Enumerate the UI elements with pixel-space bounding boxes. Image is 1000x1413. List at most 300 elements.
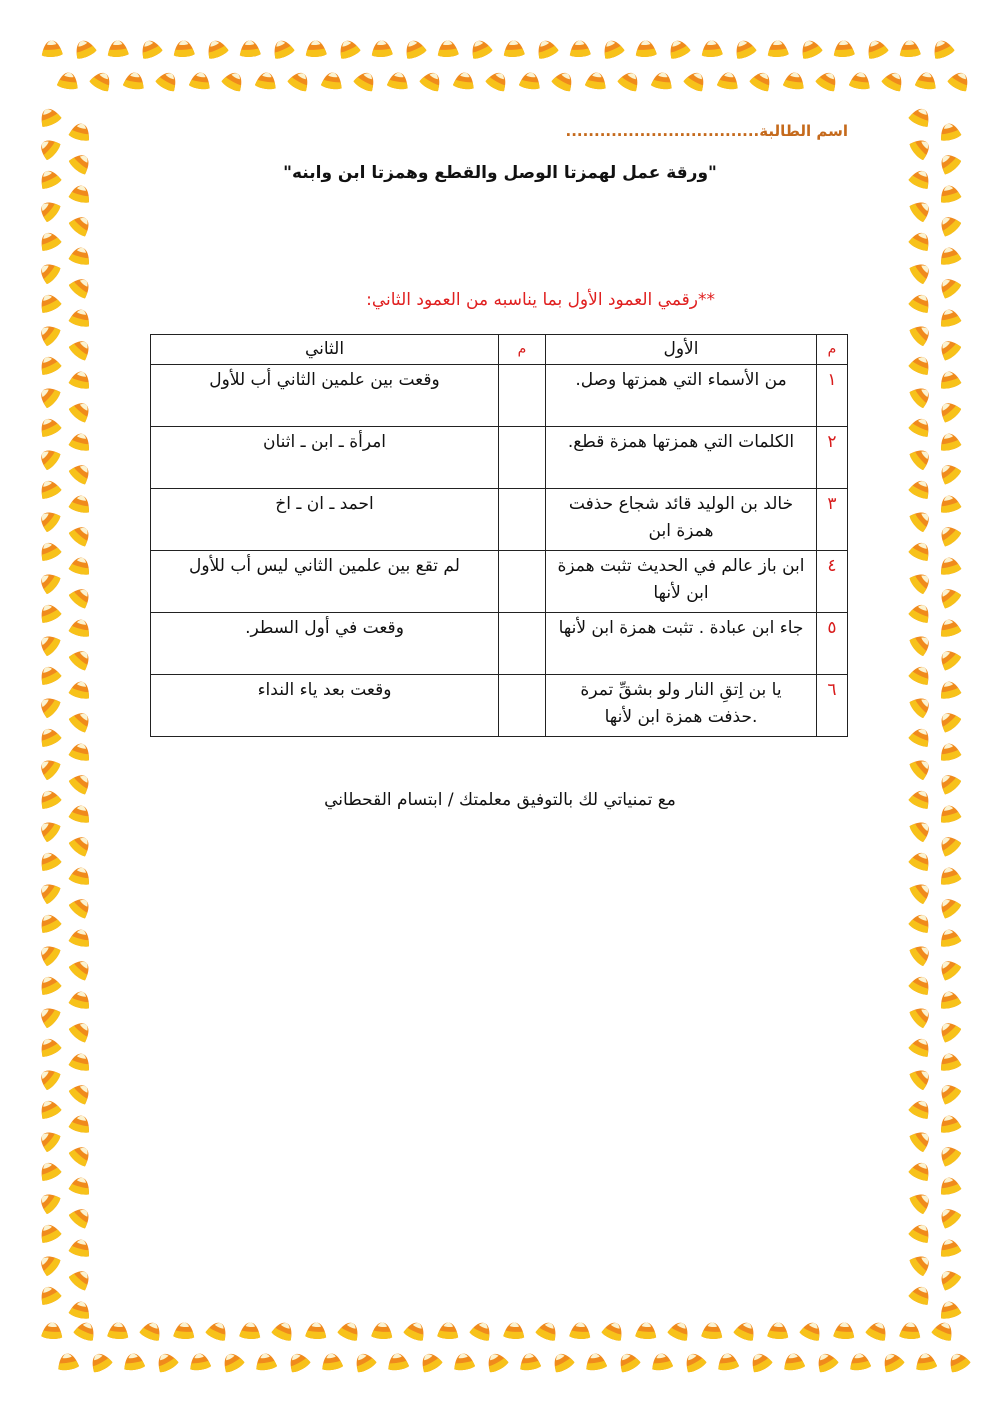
candy-corn-icon bbox=[68, 1175, 92, 1196]
row-number: ٣ bbox=[817, 489, 848, 551]
first-column-cell: الكلمات التي همزتها همزة قطع. bbox=[546, 427, 817, 489]
candy-corn-icon bbox=[937, 1299, 961, 1320]
candy-corn-icon bbox=[534, 37, 560, 60]
table-row bbox=[151, 427, 848, 489]
candy-corn-icon bbox=[320, 1352, 343, 1371]
candy-corn-icon bbox=[36, 135, 62, 162]
row-number: ١ bbox=[817, 365, 848, 427]
candy-corn-icon bbox=[701, 1322, 723, 1340]
candy-corn-icon bbox=[37, 539, 63, 563]
candy-corn-icon bbox=[68, 1204, 95, 1230]
candy-corn-icon bbox=[908, 1065, 934, 1092]
candy-corn-icon bbox=[37, 663, 63, 687]
candy-corn-icon bbox=[153, 1350, 179, 1374]
candy-corn-icon bbox=[585, 71, 608, 90]
second-column-cell: وقعت بين علمين الثاني أب للأول bbox=[151, 365, 499, 427]
first-column-cell: خالد بن الوليد قائد شجاع حذفت همزة ابن bbox=[546, 489, 817, 551]
candy-corn-icon bbox=[937, 369, 961, 390]
candy-corn-icon bbox=[56, 1352, 79, 1371]
candy-corn-icon bbox=[36, 259, 62, 286]
student-name-line bbox=[566, 122, 849, 140]
candy-corn-icon bbox=[864, 37, 890, 60]
candy-corn-icon bbox=[337, 1319, 363, 1342]
candy-corn-icon bbox=[68, 1051, 92, 1072]
candy-corn-icon bbox=[667, 1319, 693, 1342]
candy-corn-icon bbox=[371, 1322, 393, 1340]
candy-corn-icon bbox=[732, 37, 758, 60]
candy-corn-icon bbox=[255, 71, 278, 90]
candy-corn-icon bbox=[68, 1142, 95, 1168]
candy-corn-icon bbox=[503, 1322, 525, 1340]
candy-corn-icon bbox=[899, 1322, 921, 1340]
candy-corn-icon bbox=[937, 617, 961, 638]
instruction-text: **رقمي العمود الأول بما يناسبه من العمود الثاني: bbox=[366, 290, 715, 310]
candy-corn-icon bbox=[36, 1065, 62, 1092]
candy-corn-icon bbox=[881, 69, 907, 93]
candy-corn-icon bbox=[584, 1352, 607, 1371]
first-column-cell: جاء ابن عبادة . تثبت همزة ابن لأنها bbox=[546, 613, 817, 675]
candy-corn-icon bbox=[936, 1204, 963, 1230]
candy-corn-icon bbox=[68, 398, 95, 424]
candy-corn-icon bbox=[717, 71, 740, 90]
candy-corn-icon bbox=[87, 1350, 113, 1374]
candy-corn-icon bbox=[36, 755, 62, 782]
candy-corn-icon bbox=[936, 150, 963, 176]
candy-corn-icon bbox=[68, 741, 92, 762]
candy-corn-icon bbox=[908, 229, 934, 253]
candy-corn-icon bbox=[219, 1350, 245, 1374]
candy-corn-icon bbox=[569, 40, 591, 58]
second-column-cell: وقعت بعد ياء النداء bbox=[151, 675, 499, 737]
candy-corn-icon bbox=[937, 803, 961, 824]
candy-corn-icon bbox=[936, 1018, 963, 1044]
candy-corn-icon bbox=[37, 1221, 63, 1245]
candy-corn-icon bbox=[371, 40, 393, 58]
answer-cell[interactable] bbox=[499, 365, 546, 427]
candy-corn-icon bbox=[37, 291, 63, 315]
candy-corn-icon bbox=[68, 1080, 95, 1106]
candy-corn-icon bbox=[936, 646, 963, 672]
candy-corn-icon bbox=[908, 755, 934, 782]
candy-corn-icon bbox=[519, 71, 542, 90]
candy-corn-icon bbox=[68, 770, 95, 796]
candy-corn-icon bbox=[68, 1299, 92, 1320]
answer-cell[interactable] bbox=[499, 675, 546, 737]
student-name-blank: .................................. bbox=[565, 122, 760, 140]
candy-corn-icon bbox=[937, 183, 961, 204]
candy-corn-icon bbox=[936, 212, 963, 238]
candy-corn-icon bbox=[68, 183, 92, 204]
candy-corn-icon bbox=[833, 1322, 855, 1340]
candy-corn-icon bbox=[321, 71, 344, 90]
candy-corn-icon bbox=[36, 817, 62, 844]
row-number: ٢ bbox=[817, 427, 848, 489]
candy-corn-icon bbox=[36, 631, 62, 658]
candy-corn-icon bbox=[601, 1319, 627, 1342]
candy-corn-icon bbox=[908, 973, 934, 997]
candy-corn-icon bbox=[36, 1251, 62, 1278]
candy-corn-icon bbox=[205, 1319, 231, 1342]
candy-corn-icon bbox=[36, 879, 62, 906]
candy-corn-icon bbox=[908, 353, 934, 377]
candy-corn-icon bbox=[68, 584, 95, 610]
candy-corn-icon bbox=[386, 1352, 409, 1371]
candy-corn-icon bbox=[107, 40, 129, 58]
candy-corn-icon bbox=[908, 1159, 934, 1183]
candy-corn-icon bbox=[681, 1350, 707, 1374]
candy-corn-icon bbox=[908, 569, 934, 596]
candy-corn-icon bbox=[68, 956, 95, 982]
candy-corn-icon bbox=[37, 477, 63, 501]
header-num: م bbox=[817, 335, 848, 365]
row-number: ٥ bbox=[817, 613, 848, 675]
candy-corn-icon bbox=[36, 693, 62, 720]
candy-corn-icon bbox=[849, 71, 872, 90]
candy-corn-icon bbox=[908, 911, 934, 935]
candy-corn-icon bbox=[36, 1127, 62, 1154]
candy-corn-icon bbox=[908, 507, 934, 534]
first-column-cell: يا بن اِتقِ النار ولو بشقِّ تمرة .حذفت همزة ابن لأنها bbox=[546, 675, 817, 737]
candy-corn-icon bbox=[908, 167, 934, 191]
candy-corn-icon bbox=[937, 1113, 961, 1134]
header-first-column: الأول bbox=[546, 335, 817, 365]
candy-corn-icon bbox=[569, 1322, 591, 1340]
candy-corn-icon bbox=[937, 245, 961, 266]
candy-corn-icon bbox=[305, 40, 327, 58]
answer-cell[interactable] bbox=[499, 613, 546, 675]
candy-corn-icon bbox=[915, 71, 938, 90]
candy-corn-icon bbox=[469, 1319, 495, 1342]
candy-corn-icon bbox=[37, 973, 63, 997]
candy-corn-icon bbox=[37, 1035, 63, 1059]
candy-corn-icon bbox=[37, 1159, 63, 1183]
candy-corn-icon bbox=[37, 229, 63, 253]
candy-corn-icon bbox=[635, 40, 657, 58]
candy-corn-icon bbox=[617, 69, 643, 93]
candy-corn-icon bbox=[468, 37, 494, 60]
candy-corn-icon bbox=[287, 69, 313, 93]
candy-corn-icon bbox=[937, 121, 961, 142]
candy-corn-icon bbox=[833, 40, 855, 58]
row-number: ٦ bbox=[817, 675, 848, 737]
candy-corn-icon bbox=[937, 307, 961, 328]
candy-corn-icon bbox=[865, 1319, 891, 1342]
candy-corn-icon bbox=[931, 1319, 957, 1342]
candy-corn-icon bbox=[155, 69, 181, 93]
candy-corn-icon bbox=[336, 37, 362, 60]
table-row bbox=[151, 365, 848, 427]
candy-corn-icon bbox=[908, 1189, 934, 1216]
candy-corn-icon bbox=[503, 40, 525, 58]
table-row bbox=[151, 613, 848, 675]
candy-corn-icon bbox=[908, 693, 934, 720]
candy-corn-icon bbox=[68, 865, 92, 886]
candy-corn-icon bbox=[635, 1322, 657, 1340]
matching-table bbox=[150, 334, 848, 737]
candy-corn-icon bbox=[68, 617, 92, 638]
candy-corn-icon bbox=[68, 1237, 92, 1258]
candy-corn-icon bbox=[36, 1003, 62, 1030]
candy-corn-icon bbox=[36, 569, 62, 596]
answer-cell[interactable] bbox=[499, 489, 546, 551]
candy-corn-icon bbox=[271, 1319, 297, 1342]
candy-corn-icon bbox=[908, 1127, 934, 1154]
candy-corn-icon bbox=[403, 1319, 429, 1342]
candy-corn-icon bbox=[947, 69, 973, 93]
candy-corn-icon bbox=[68, 121, 92, 142]
candy-corn-icon bbox=[437, 1322, 459, 1340]
candy-corn-icon bbox=[749, 69, 775, 93]
candy-corn-icon bbox=[37, 601, 63, 625]
candy-corn-icon bbox=[937, 927, 961, 948]
candy-corn-icon bbox=[767, 1322, 789, 1340]
candy-corn-icon bbox=[107, 1322, 129, 1340]
candy-corn-icon bbox=[68, 1266, 95, 1292]
candy-corn-icon bbox=[68, 150, 95, 176]
candy-corn-icon bbox=[908, 1251, 934, 1278]
candy-corn-icon bbox=[204, 37, 230, 60]
candy-corn-icon bbox=[122, 1352, 145, 1371]
candy-corn-icon bbox=[782, 1352, 805, 1371]
candy-corn-icon bbox=[41, 1322, 63, 1340]
candy-corn-icon bbox=[270, 37, 296, 60]
candy-corn-icon bbox=[908, 415, 934, 439]
header-select: م bbox=[499, 335, 546, 365]
candy-corn-icon bbox=[68, 336, 95, 362]
candy-corn-icon bbox=[68, 274, 95, 300]
candy-corn-icon bbox=[549, 1350, 575, 1374]
candy-corn-icon bbox=[485, 69, 511, 93]
candy-corn-icon bbox=[68, 646, 95, 672]
candy-corn-icon bbox=[36, 507, 62, 534]
table-header-row bbox=[151, 335, 848, 365]
candy-corn-icon bbox=[73, 1319, 99, 1342]
candy-corn-icon bbox=[908, 849, 934, 873]
candy-corn-icon bbox=[936, 1266, 963, 1292]
candy-corn-icon bbox=[351, 1350, 377, 1374]
candy-corn-icon bbox=[68, 1018, 95, 1044]
candy-corn-icon bbox=[716, 1352, 739, 1371]
first-column-cell: ابن باز عالم في الحديث تثبت همزة ابن لأنها bbox=[546, 551, 817, 613]
candy-corn-icon bbox=[419, 69, 445, 93]
candy-corn-icon bbox=[453, 71, 476, 90]
table-row bbox=[151, 489, 848, 551]
candy-corn-icon bbox=[615, 1350, 641, 1374]
closing-note: مع تمنياتي لك بالتوفيق معلمتك / ابتسام القحطاني bbox=[324, 790, 676, 810]
candy-corn-icon bbox=[937, 865, 961, 886]
candy-corn-icon bbox=[68, 212, 95, 238]
answer-cell[interactable] bbox=[499, 427, 546, 489]
candy-corn-icon bbox=[798, 37, 824, 60]
candy-corn-icon bbox=[936, 708, 963, 734]
candy-corn-icon bbox=[68, 431, 92, 452]
candy-corn-icon bbox=[936, 894, 963, 920]
candy-corn-icon bbox=[908, 725, 934, 749]
candy-corn-icon bbox=[683, 69, 709, 93]
table-row bbox=[151, 551, 848, 613]
candy-corn-icon bbox=[908, 1003, 934, 1030]
candy-corn-icon bbox=[815, 69, 841, 93]
candy-corn-icon bbox=[68, 307, 92, 328]
candy-corn-icon bbox=[37, 353, 63, 377]
candy-corn-icon bbox=[189, 71, 212, 90]
candy-corn-icon bbox=[908, 1221, 934, 1245]
candy-corn-icon bbox=[936, 832, 963, 858]
candy-corn-icon bbox=[747, 1350, 773, 1374]
candy-corn-icon bbox=[37, 849, 63, 873]
candy-corn-icon bbox=[36, 1189, 62, 1216]
candy-corn-icon bbox=[36, 445, 62, 472]
candy-corn-icon bbox=[254, 1352, 277, 1371]
candy-corn-icon bbox=[733, 1319, 759, 1342]
candy-corn-icon bbox=[41, 40, 63, 58]
candy-corn-icon bbox=[937, 1237, 961, 1258]
candy-corn-icon bbox=[908, 787, 934, 811]
student-name-label: اسم الطالبة bbox=[759, 122, 848, 140]
candy-corn-icon bbox=[908, 197, 934, 224]
candy-corn-icon bbox=[37, 415, 63, 439]
candy-corn-icon bbox=[387, 71, 410, 90]
candy-corn-icon bbox=[937, 493, 961, 514]
candy-corn-icon bbox=[37, 787, 63, 811]
candy-corn-icon bbox=[68, 1113, 92, 1134]
candy-corn-icon bbox=[37, 1097, 63, 1121]
candy-corn-icon bbox=[936, 274, 963, 300]
candy-corn-icon bbox=[37, 167, 63, 191]
candy-corn-icon bbox=[945, 1350, 971, 1374]
second-column-cell: لم تقع بين علمين الثاني ليس أب للأول bbox=[151, 551, 499, 613]
candy-corn-icon bbox=[937, 1175, 961, 1196]
second-column-cell: امرأة ـ ابن ـ اثنان bbox=[151, 427, 499, 489]
candy-corn-icon bbox=[452, 1352, 475, 1371]
candy-corn-icon bbox=[68, 894, 95, 920]
candy-corn-icon bbox=[72, 37, 98, 60]
candy-corn-icon bbox=[68, 522, 95, 548]
candy-corn-icon bbox=[936, 584, 963, 610]
candy-corn-icon bbox=[666, 37, 692, 60]
candy-corn-icon bbox=[937, 431, 961, 452]
row-number: ٤ bbox=[817, 551, 848, 613]
candy-corn-icon bbox=[937, 679, 961, 700]
candy-corn-icon bbox=[417, 1350, 443, 1374]
candy-corn-icon bbox=[908, 817, 934, 844]
candy-corn-icon bbox=[68, 493, 92, 514]
candy-corn-icon bbox=[936, 336, 963, 362]
candy-corn-icon bbox=[37, 1283, 63, 1307]
candy-corn-icon bbox=[937, 989, 961, 1010]
candy-corn-icon bbox=[899, 40, 921, 58]
candy-corn-icon bbox=[908, 879, 934, 906]
candy-corn-icon bbox=[37, 911, 63, 935]
candy-corn-icon bbox=[173, 1322, 195, 1340]
candy-corn-icon bbox=[767, 40, 789, 58]
candy-corn-icon bbox=[36, 941, 62, 968]
candy-corn-icon bbox=[936, 1142, 963, 1168]
candy-corn-icon bbox=[908, 383, 934, 410]
candy-corn-icon bbox=[483, 1350, 509, 1374]
candy-corn-icon bbox=[908, 291, 934, 315]
candy-corn-icon bbox=[68, 679, 92, 700]
candy-corn-icon bbox=[908, 601, 934, 625]
candy-corn-icon bbox=[908, 445, 934, 472]
candy-corn-icon bbox=[908, 539, 934, 563]
candy-corn-icon bbox=[908, 941, 934, 968]
worksheet-title: "ورقة عمل لهمزتا الوصل والقطع وهمزتا ابن وابنه" bbox=[283, 163, 717, 183]
candy-corn-icon bbox=[908, 663, 934, 687]
candy-corn-icon bbox=[908, 259, 934, 286]
candy-corn-icon bbox=[68, 369, 92, 390]
candy-corn-icon bbox=[908, 631, 934, 658]
candy-corn-icon bbox=[813, 1350, 839, 1374]
candy-corn-icon bbox=[908, 1035, 934, 1059]
candy-corn-icon bbox=[650, 1352, 673, 1371]
candy-corn-icon bbox=[937, 1051, 961, 1072]
candy-corn-icon bbox=[936, 522, 963, 548]
candy-corn-icon bbox=[36, 383, 62, 410]
candy-corn-icon bbox=[937, 555, 961, 576]
candy-corn-icon bbox=[936, 770, 963, 796]
candy-corn-icon bbox=[37, 105, 63, 129]
candy-corn-icon bbox=[239, 1322, 261, 1340]
second-column-cell: احمد ـ ان ـ اخ bbox=[151, 489, 499, 551]
candy-corn-icon bbox=[908, 477, 934, 501]
candy-corn-icon bbox=[68, 708, 95, 734]
candy-corn-icon bbox=[551, 69, 577, 93]
candy-corn-icon bbox=[353, 69, 379, 93]
header-second-column: الثاني bbox=[151, 335, 499, 365]
candy-corn-icon bbox=[930, 37, 956, 60]
candy-corn-icon bbox=[518, 1352, 541, 1371]
candy-corn-icon bbox=[221, 69, 247, 93]
candy-corn-icon bbox=[173, 40, 195, 58]
candy-corn-icon bbox=[89, 69, 115, 93]
candy-corn-icon bbox=[908, 321, 934, 348]
candy-corn-icon bbox=[908, 1283, 934, 1307]
candy-corn-icon bbox=[936, 956, 963, 982]
candy-corn-icon bbox=[651, 71, 674, 90]
candy-corn-icon bbox=[285, 1350, 311, 1374]
candy-corn-icon bbox=[879, 1350, 905, 1374]
candy-corn-icon bbox=[68, 832, 95, 858]
candy-corn-icon bbox=[600, 37, 626, 60]
candy-corn-icon bbox=[68, 989, 92, 1010]
candy-corn-icon bbox=[68, 803, 92, 824]
candy-corn-icon bbox=[908, 1097, 934, 1121]
candy-corn-icon bbox=[305, 1322, 327, 1340]
candy-corn-icon bbox=[908, 135, 934, 162]
candy-corn-icon bbox=[936, 398, 963, 424]
candy-corn-icon bbox=[139, 1319, 165, 1342]
candy-corn-icon bbox=[37, 725, 63, 749]
candy-corn-icon bbox=[402, 37, 428, 60]
candy-corn-icon bbox=[914, 1352, 937, 1371]
candy-corn-icon bbox=[908, 105, 934, 129]
candy-corn-icon bbox=[123, 71, 146, 90]
answer-cell[interactable] bbox=[499, 551, 546, 613]
candy-corn-icon bbox=[799, 1319, 825, 1342]
candy-corn-icon bbox=[57, 71, 80, 90]
candy-corn-icon bbox=[239, 40, 261, 58]
candy-corn-icon bbox=[783, 71, 806, 90]
candy-corn-icon bbox=[138, 37, 164, 60]
candy-corn-icon bbox=[535, 1319, 561, 1342]
first-column-cell: من الأسماء التي همزتها وصل. bbox=[546, 365, 817, 427]
candy-corn-icon bbox=[188, 1352, 211, 1371]
candy-corn-icon bbox=[437, 40, 459, 58]
candy-corn-icon bbox=[36, 321, 62, 348]
candy-corn-icon bbox=[36, 197, 62, 224]
second-column-cell: وقعت في أول السطر. bbox=[151, 613, 499, 675]
